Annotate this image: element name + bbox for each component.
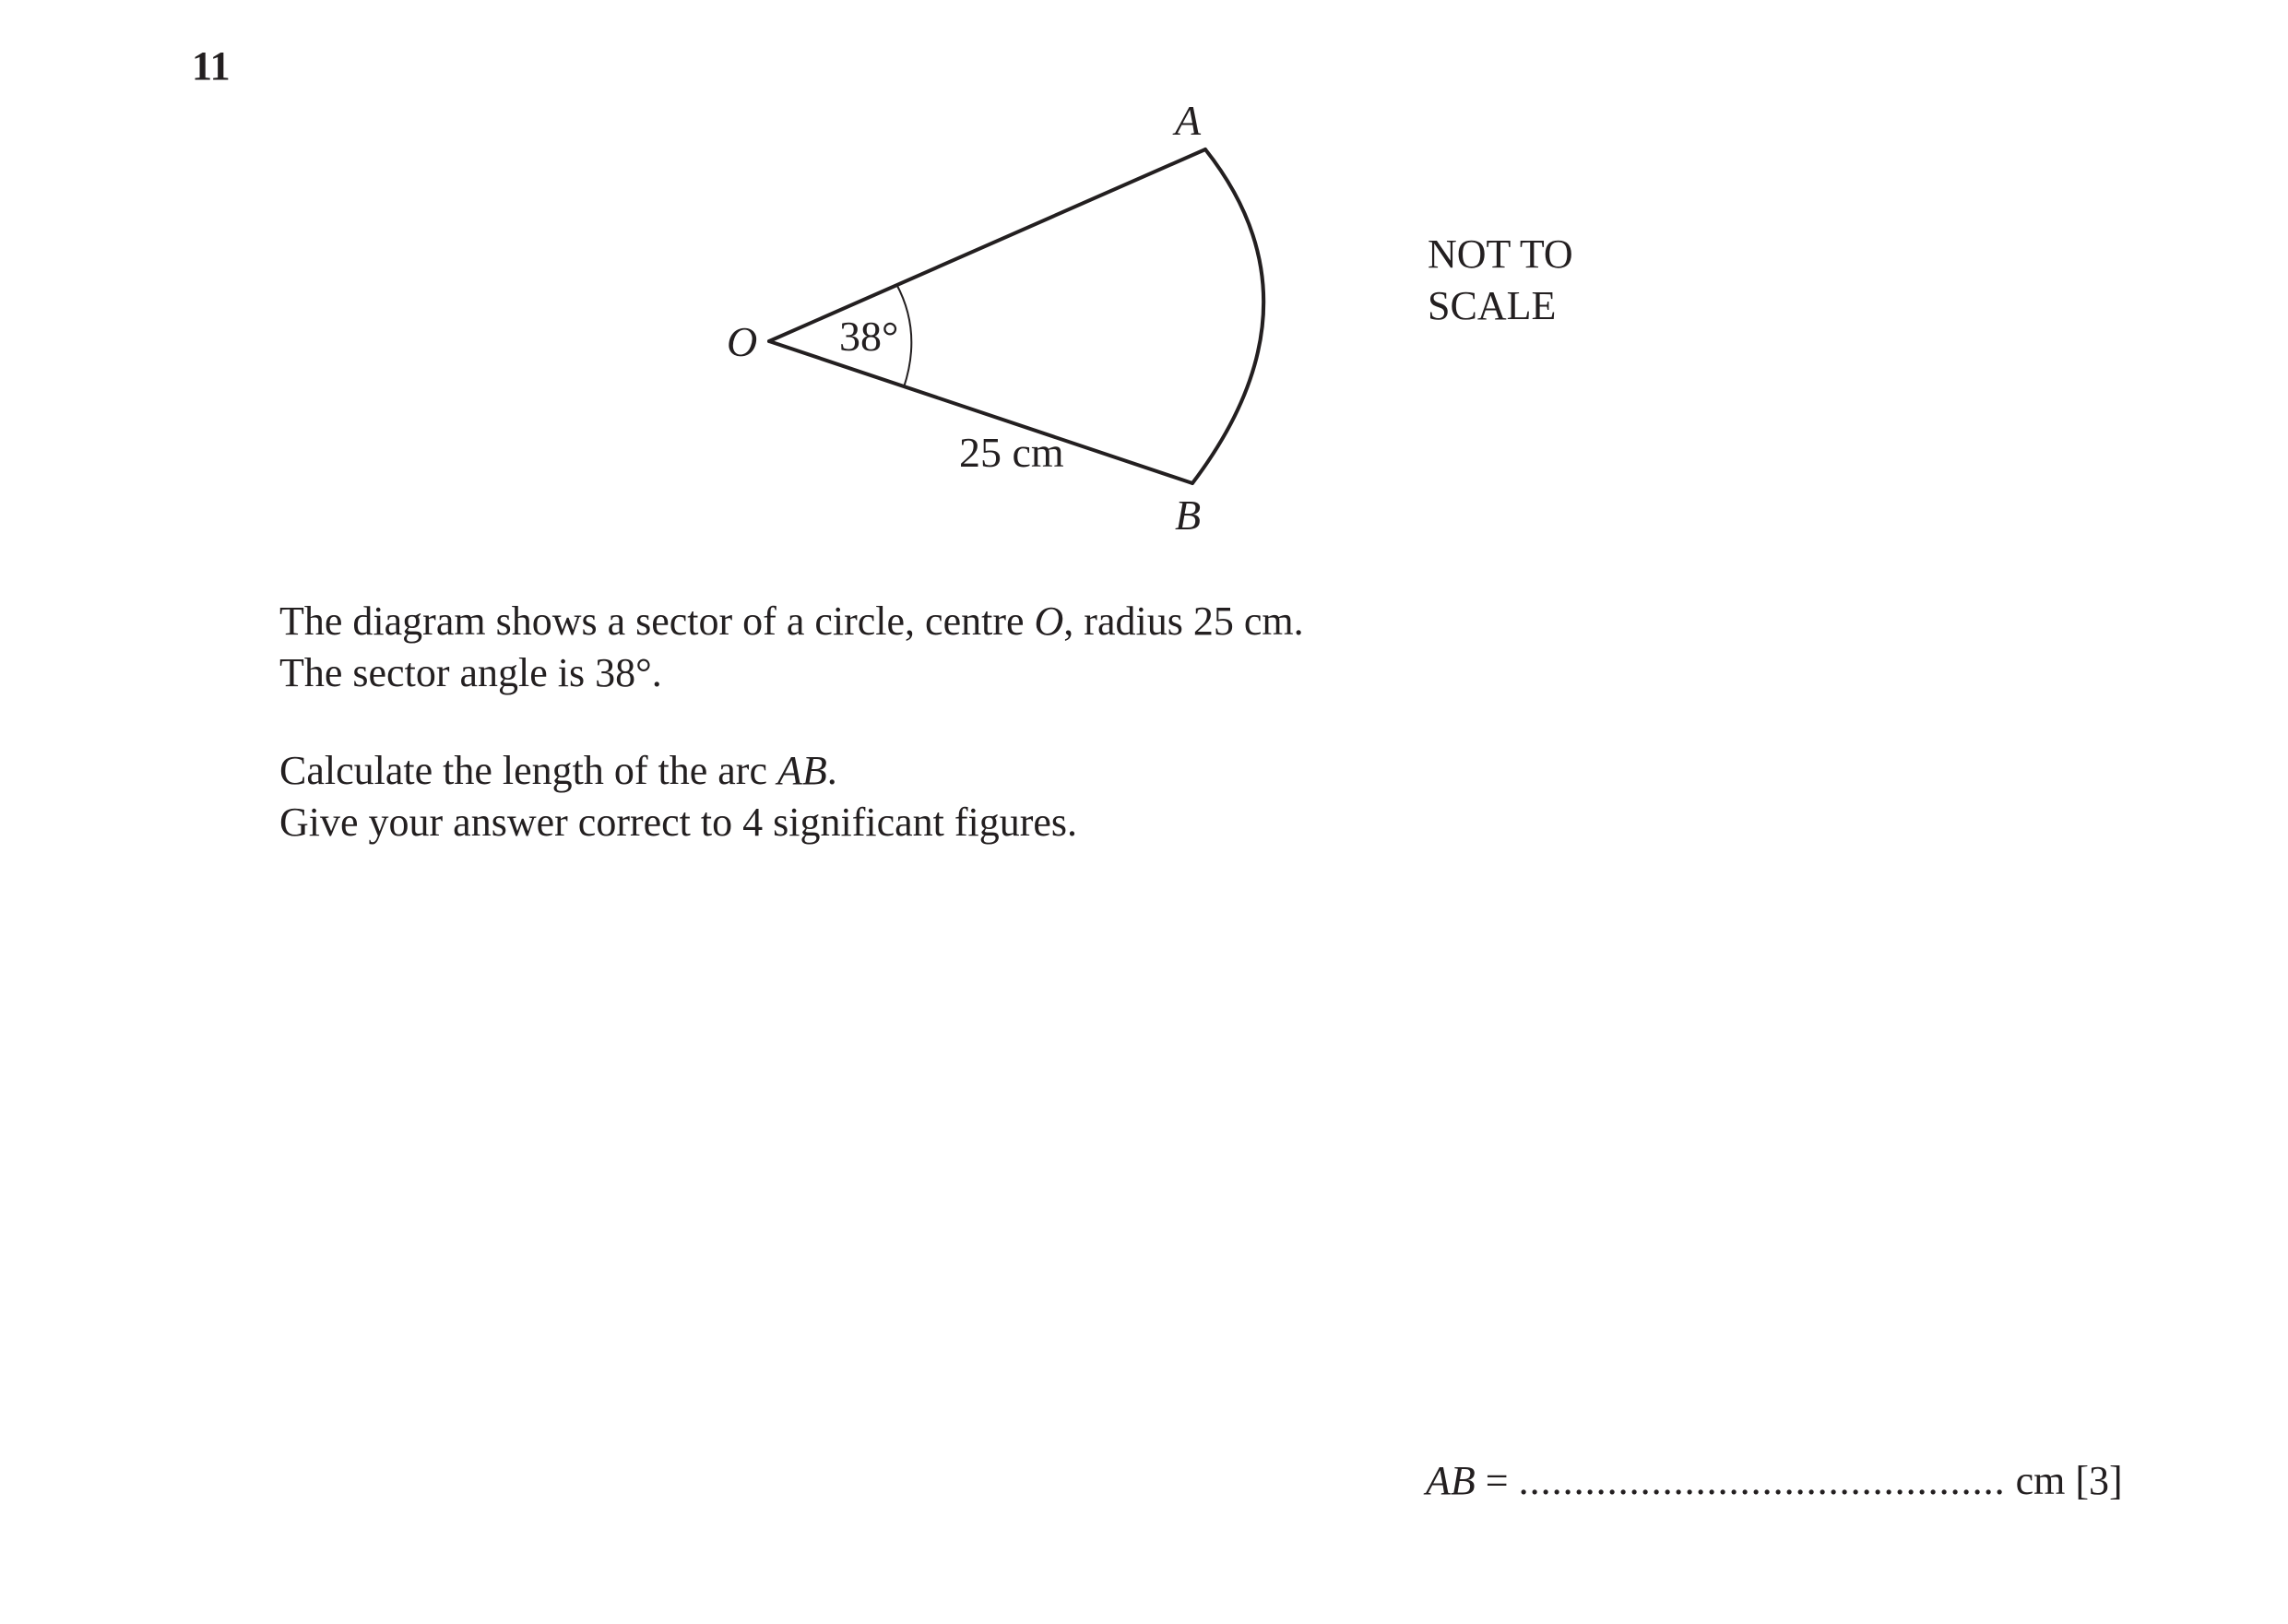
intro-line-2: The sector angle is 38°.: [279, 650, 662, 695]
intro-text-b: , radius 25 cm.: [1063, 599, 1304, 644]
angle-label: 38°: [839, 313, 899, 360]
question-number: 11: [192, 43, 231, 89]
not-to-scale-note: [1428, 229, 1573, 332]
not-to-scale-line2: SCALE: [1428, 283, 1557, 328]
not-to-scale-line1: NOT TO: [1428, 231, 1573, 277]
arc-ab: [1192, 149, 1263, 483]
answer-equals: =: [1475, 1458, 1519, 1503]
task-line-2: Give your answer correct to 4 significant figures.: [279, 800, 1078, 845]
answer-line[interactable]: [1426, 1455, 2123, 1507]
task-line-1: [279, 745, 1077, 797]
task-text-a: Calculate the length of the arc: [279, 748, 777, 793]
question-intro: [279, 596, 1304, 699]
label-o: O: [727, 318, 758, 365]
task-text-b: .: [826, 748, 837, 793]
label-a: A: [1175, 97, 1202, 144]
intro-centre-o: O: [1034, 599, 1064, 644]
answer-variable: AB: [1426, 1458, 1476, 1503]
radius-oa: [769, 149, 1205, 341]
radius-label: 25 cm: [959, 429, 1064, 476]
intro-line-1: [279, 596, 1304, 647]
answer-unit-marks: cm [3]: [2005, 1458, 2123, 1503]
task-arc-ab: AB: [777, 748, 827, 793]
angle-marker: [896, 284, 911, 387]
question-task: [279, 745, 1077, 848]
label-b: B: [1175, 492, 1202, 539]
answer-blank[interactable]: ............................................: [1518, 1458, 2006, 1503]
intro-text-a: The diagram shows a sector of a circle, centre: [279, 599, 1035, 644]
